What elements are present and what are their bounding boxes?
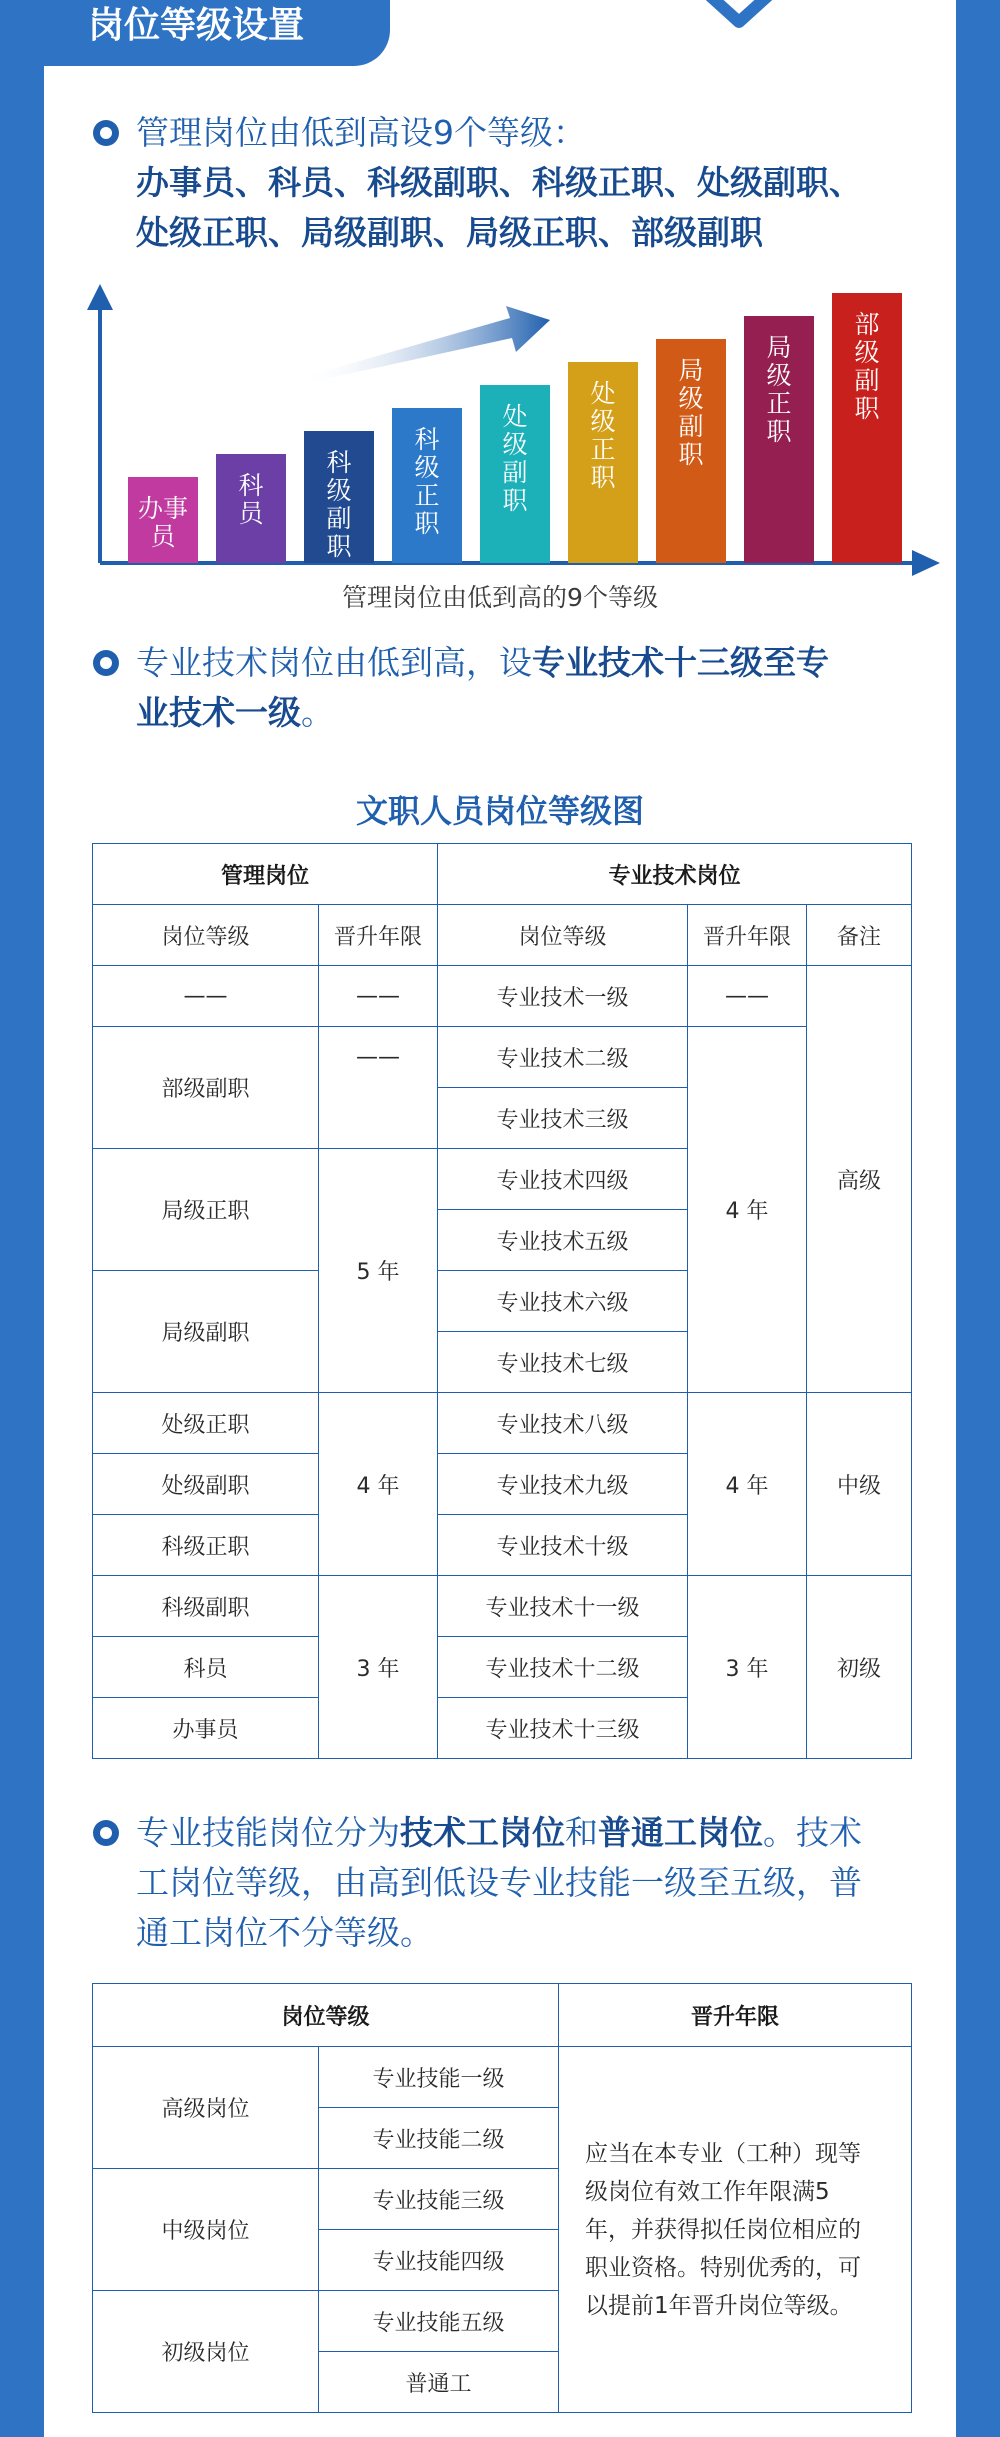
section3-text-b: 技术工岗位 xyxy=(400,1813,565,1852)
bar-label: 正 xyxy=(766,389,792,418)
table-cell: 科级副职 xyxy=(93,1576,319,1637)
table-cell: 专业技术一级 xyxy=(438,966,688,1027)
section1-text xyxy=(136,108,956,258)
bar-label: 科 xyxy=(326,448,352,477)
skill-table xyxy=(92,1983,912,2413)
header-grade: 岗位等级 xyxy=(93,1984,559,2047)
table-cell: 专业技术八级 xyxy=(438,1393,688,1454)
note-line: 级岗位有效工作年限满5 xyxy=(585,2178,830,2205)
table-cell: 3 年 xyxy=(319,1576,438,1759)
header-years: 晋升年限 xyxy=(559,1984,912,2047)
section3-text xyxy=(136,1808,936,1958)
bar-label: 正 xyxy=(590,435,616,464)
table-cell: 3 年 xyxy=(688,1576,807,1759)
table-cell: 普通工 xyxy=(319,2352,559,2413)
bar-label: 副 xyxy=(502,458,528,487)
table-cell: 科员 xyxy=(93,1637,319,1698)
bar-label: 副 xyxy=(326,504,352,533)
bullet-icon xyxy=(93,120,119,146)
table-cell: 处级副职 xyxy=(93,1454,319,1515)
note-cell: 初级 xyxy=(807,1576,912,1759)
bar-label: 级 xyxy=(590,407,616,436)
note-line: 年，并获得拟任岗位相应的 xyxy=(585,2216,862,2243)
bar-label: 职 xyxy=(326,532,352,561)
bar-label: 级 xyxy=(678,384,704,413)
bar-label: 科 xyxy=(414,425,440,454)
promotion-note xyxy=(559,2047,912,2413)
table-cell: 科级正职 xyxy=(93,1515,319,1576)
note-line: 应当在本专业（工种）现等 xyxy=(585,2140,862,2167)
col-years: 晋升年限 xyxy=(319,905,438,966)
bar-label: 员 xyxy=(238,499,264,528)
grade-bar-chart xyxy=(70,280,950,610)
x-axis-arrow-icon xyxy=(912,550,940,576)
table-cell: 专业技能四级 xyxy=(319,2230,559,2291)
table-cell: 专业技术十三级 xyxy=(438,1698,688,1759)
table-cell: 专业技术九级 xyxy=(438,1454,688,1515)
section3-line2: 工岗位等级，由高到低设专业技能一级至五级，普 xyxy=(136,1863,862,1902)
table-cell: 5 年 xyxy=(319,1149,438,1393)
table-cell: 局级副职 xyxy=(93,1271,319,1393)
section1-line2: 办事员、科员、科级副职、科级正职、处级副职、 xyxy=(136,163,862,202)
header-tech: 专业技术岗位 xyxy=(438,844,912,905)
table-cell: 专业技术二级 xyxy=(438,1027,688,1088)
bar-label: 科 xyxy=(238,471,264,500)
bar-label: 局 xyxy=(766,333,792,362)
col-grade: 岗位等级 xyxy=(93,905,319,966)
bar-label: 职 xyxy=(678,440,704,469)
check-icon xyxy=(706,0,772,32)
bar-label: 级 xyxy=(502,430,528,459)
section1-line1: 管理岗位由低到高设9个等级： xyxy=(136,113,586,152)
bar-label: 局 xyxy=(678,356,704,385)
header-mgmt: 管理岗位 xyxy=(93,844,438,905)
table-cell: 局级正职 xyxy=(93,1149,319,1271)
section1-line3: 处级正职、局级副职、局级正职、部级副职 xyxy=(136,213,763,252)
bar-label: 副 xyxy=(678,412,704,441)
table-cell: —— xyxy=(319,966,438,1027)
bar-label: 办事 xyxy=(137,494,189,523)
table-cell: 专业技能五级 xyxy=(319,2291,559,2352)
section3-text-e: 。技术 xyxy=(763,1813,862,1852)
table-cell: 专业技术十二级 xyxy=(438,1637,688,1698)
table-cell: 办事员 xyxy=(93,1698,319,1759)
section-title: 岗位等级设置 xyxy=(88,5,305,46)
bar-label: 职 xyxy=(766,417,792,446)
table-cell: 4 年 xyxy=(688,1393,807,1576)
section-header-tab xyxy=(18,0,390,66)
trend-arrow-icon xyxy=(300,306,550,384)
table-cell: —— xyxy=(93,966,319,1027)
section2-text-c: 业技术一级 xyxy=(136,693,301,732)
section2-text-a: 专业技术岗位由低到高，设 xyxy=(136,643,532,682)
bar-label: 职 xyxy=(502,486,528,515)
table-cell: 专业技术三级 xyxy=(438,1088,688,1149)
bar-label: 员 xyxy=(150,522,176,551)
note-cell: 中级 xyxy=(807,1393,912,1576)
table-cell: 初级岗位 xyxy=(93,2291,319,2413)
bar-label: 职 xyxy=(414,509,440,538)
section2-text-b: 专业技术十三级至专 xyxy=(532,643,829,682)
section2-text-d: 。 xyxy=(301,693,334,732)
table-cell: 专业技术四级 xyxy=(438,1149,688,1210)
table-cell: 专业技能三级 xyxy=(319,2169,559,2230)
bar-label: 正 xyxy=(414,481,440,510)
bar-label: 部 xyxy=(854,310,880,339)
bullet-icon xyxy=(93,650,119,676)
grade-table xyxy=(92,843,912,1759)
table-cell: 4 年 xyxy=(688,1027,807,1393)
table-cell: 部级副职 xyxy=(93,1027,319,1149)
section3-text-d: 普通工岗位 xyxy=(598,1813,763,1852)
section3-text-c: 和 xyxy=(565,1813,598,1852)
table-cell: 4 年 xyxy=(319,1393,438,1576)
table-cell: 专业技能二级 xyxy=(319,2108,559,2169)
table-cell: 中级岗位 xyxy=(93,2169,319,2291)
table-cell: 专业技术十级 xyxy=(438,1515,688,1576)
bar-label: 处 xyxy=(502,402,528,431)
bar-label: 副 xyxy=(854,366,880,395)
dash-text: —— xyxy=(356,1045,400,1070)
col-tech-years: 晋升年限 xyxy=(688,905,807,966)
bar-label: 级 xyxy=(854,338,880,367)
section3-text-a: 专业技能岗位分为 xyxy=(136,1813,400,1852)
table-cell: 专业技术七级 xyxy=(438,1332,688,1393)
note-line: 职业资格。特别优秀的，可 xyxy=(585,2254,862,2281)
bar-label: 级 xyxy=(766,361,792,390)
bar-label: 职 xyxy=(854,394,880,423)
bar-label: 处 xyxy=(590,379,616,408)
bar-label: 级 xyxy=(414,453,440,482)
table-cell: 高级岗位 xyxy=(93,2047,319,2169)
note-cell: 高级 xyxy=(807,966,912,1393)
bar-label: 级 xyxy=(326,476,352,505)
bar-label: 职 xyxy=(590,463,616,492)
section3-line3: 通工岗位不分等级。 xyxy=(136,1913,433,1952)
col-tech-grade: 岗位等级 xyxy=(438,905,688,966)
table-cell: 专业技术六级 xyxy=(438,1271,688,1332)
col-note: 备注 xyxy=(807,905,912,966)
chart-caption: 管理岗位由低到高的9个等级 xyxy=(342,583,658,612)
table-cell: —— xyxy=(688,966,807,1027)
table-cell xyxy=(319,1027,438,1149)
table-cell: 专业技术十一级 xyxy=(438,1576,688,1637)
section2-text xyxy=(136,638,936,738)
table-cell: 处级正职 xyxy=(93,1393,319,1454)
bullet-icon xyxy=(93,1820,119,1846)
table-cell: 专业技术五级 xyxy=(438,1210,688,1271)
table-cell: 专业技能一级 xyxy=(319,2047,559,2108)
table1-title: 文职人员岗位等级图 xyxy=(355,792,644,830)
y-axis-arrow-icon xyxy=(87,284,113,310)
note-line: 以提前1年晋升岗位等级。 xyxy=(585,2292,853,2319)
